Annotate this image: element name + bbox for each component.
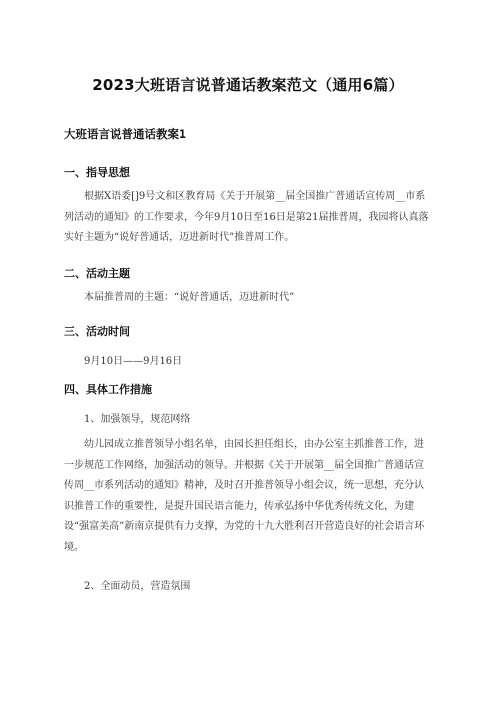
section-heading-guiding-ideology: 一、指导思想	[64, 166, 130, 179]
paragraph-theme: 本届推普周的主题：“说好普通话，迈进新时代”	[84, 292, 295, 303]
list-item-mobilization: 2、全面动员，营造氛围	[84, 581, 191, 592]
paragraph-time: 9月10日——9月16日	[84, 356, 183, 367]
section-heading-measures: 四、具体工作措施	[64, 383, 152, 396]
document-title: 2023大班语言说普通话教案范文（通用6篇）	[92, 76, 404, 94]
paragraph-guiding-ideology: 根据X语委[]9号文和区教育局《关于开展第__届全国推广普通话宣传周__市系列活动的通知》的工作要求，今年9月10日至16日是第21届推普周，我园将认真落实好主题为“说好普通话，迈进新时代”推普周工作。	[64, 191, 429, 243]
paragraph-leadership: 幼儿园成立推普领导小组名单，由园长担任组长，由办公室主抓推普工作，进一步规范工作网络，加强活动的领导。并根据《关于开展第__届全国推广普通话宣传周__市系列活动的通知》精神，及时召开推普领导小组会议，统一思想，充分认识推普工作的重要性，是提升国民语言能力，传承弘扬中华优秀传统文化，为建设“强富美高”新南京提供有力支撑，为党的十九大胜利召开营造良好的社会语言环境。	[64, 439, 425, 553]
section-heading-time: 三、活动时间	[64, 325, 130, 338]
list-item-leadership: 1、加强领导，规范网络	[84, 414, 191, 425]
lesson-title: 大班语言说普通话教案1	[64, 127, 186, 141]
section-heading-theme: 二、活动主题	[64, 267, 130, 280]
